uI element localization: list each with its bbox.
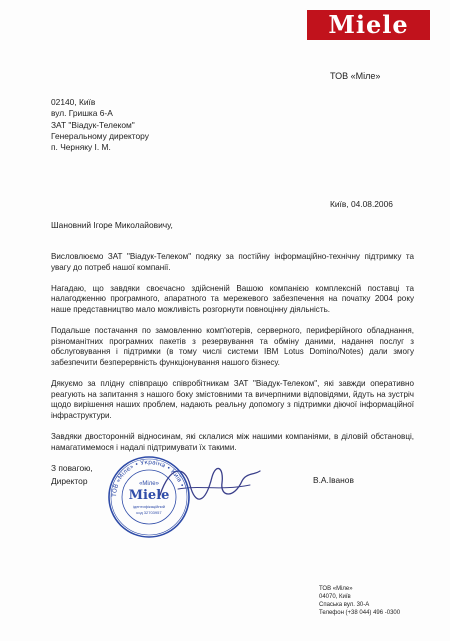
stamp-line3: код 32703957 [136,510,162,515]
closing-regards: З повагою, [51,463,93,473]
footer-line: ТОВ «Міле» [319,586,353,592]
recipient-line: Генеральному директору [51,130,149,141]
body-paragraph: Подальше постачання по замовленню комп'ютерів, серверного, периферійного обладнання, різноманітних програмних пакетів з резервування та обміну даними, надання послуг з обслуговування і підтримки (в тому числі системи IBM Lotus Domino/Notes) дали змогу забезпечити безперервність функціонування нашого бізнесу. [51,326,414,367]
closing-block [51,462,93,488]
recipient-line: п. Черняку І. М. [51,142,111,153]
body-paragraph: Нагадаю, що завдяки своєчасно здійсненій Вашою компанією комплексній поставці та налагодженню програмного, апаратного та мережевого забезпечення на початку 2004 року наше представництво мало можливість розгорнути повноцінну діяльність. [51,283,414,314]
body-paragraph: Дякуємо за плідну співпрацю співробітникам ЗАТ "Віадук-Телеком", які завжди оперативно реагують на запитання з нашого боку змістовними та вичерпними відповідями, йдуть на зустріч щодо вирішення наших проблем, надають реальну допомогу з підтримки діючої інформаційної інфраструктури. [51,379,414,420]
letter-date: Київ, 04.08.2006 [330,199,393,209]
miele-logo [307,10,430,40]
body-paragraph: Висловлюємо ЗАТ "Віадук-Телеком" подяку за постійну інформаційно-технічну підтримку та увагу до потреб нашої компанії. [51,252,414,272]
recipient-line: 02140, Київ [51,97,96,107]
letter-body [51,252,414,464]
recipient-line: ЗАТ "Віадук-Телеком" [51,119,135,130]
signer-name: В.А.Іванов [313,475,354,485]
stamp-line2: ідентифікаційний [132,504,166,509]
signer-position: Директор [51,476,88,486]
stamp-brand: Miele [128,488,170,503]
company-stamp [107,455,191,539]
recipient-address [51,97,149,153]
body-paragraph: Завдяки двосторонній відносинам, які склалися між нашими компаніями, в діловій обстановці, намагатимемося і надалі підтримувати їх такими. [51,432,414,452]
footer-address [319,585,400,617]
stamp-ring-text: ТОВ «Міле» • Україна • Київ • [110,458,186,498]
footer-line: Телефон (+38 044) 496 -0300 [319,610,401,616]
stamp-line1: «Міле» [139,481,159,487]
footer-line: Спаська вул. 30-А [319,602,370,608]
salutation: Шановний Ігоре Миколайовичу, [51,220,173,230]
recipient-line: вул. Гришка 6-А [51,108,113,119]
footer-line: 04070, Київ [319,594,351,600]
sender-company: ТОВ «Міле» [330,71,381,81]
logo-text: Miele [328,10,409,39]
